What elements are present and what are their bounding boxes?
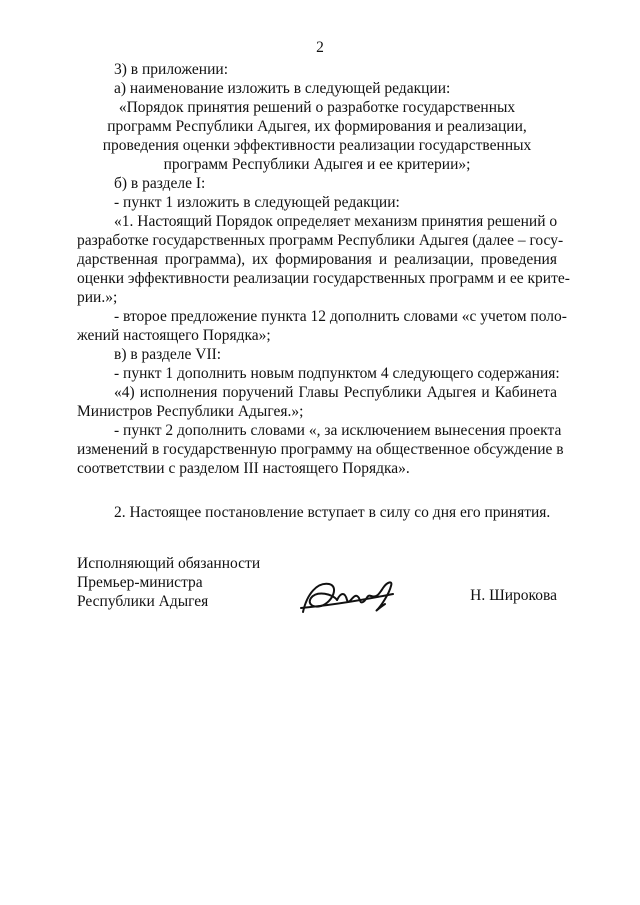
- text-line: - пункт 1 дополнить новым подпунктом 4 следующего содержания:: [114, 365, 560, 382]
- text-line: оценки эффективности реализации государственных программ и ее крите-: [77, 270, 570, 287]
- signatory-position: [77, 554, 260, 611]
- text-line: соответствии с разделом III настоящего Порядка».: [77, 460, 410, 477]
- text-line: дарственная программа), их формирования и реализации, проведения: [77, 251, 557, 268]
- text-line: «Порядок принятия решений о разработке государственных: [118, 99, 516, 116]
- position-line: Премьер-министра: [77, 574, 203, 591]
- page-number: 2: [316, 39, 324, 56]
- text-line: программ Республики Адыгея и ее критерии»;: [163, 156, 471, 173]
- text-line: 3) в приложении:: [114, 61, 228, 78]
- document-body: [77, 60, 570, 522]
- signer-name: Н. Широкова: [470, 587, 557, 604]
- position-line: Республики Адыгея: [77, 593, 209, 610]
- text-line: жений настоящего Порядка»;: [77, 327, 271, 344]
- text-line: проведения оценки эффективности реализации государственных: [102, 137, 532, 154]
- text-line: в) в разделе VII:: [114, 346, 222, 363]
- text-line: 2. Настоящее постановление вступает в силу со дня его принятия.: [114, 504, 551, 521]
- handwritten-signature: [293, 572, 403, 622]
- paragraph-gap: [77, 478, 557, 503]
- text-line: «4) исполнения поручений Главы Республики Адыгея и Кабинета: [114, 384, 557, 401]
- text-line: - второе предложение пункта 12 дополнить словами «с учетом поло-: [114, 308, 567, 325]
- text-line: - пункт 2 дополнить словами «, за исключением вынесения проекта: [114, 422, 562, 439]
- position-line: Исполняющий обязанности: [77, 555, 261, 572]
- text-line: а) наименование изложить в следующей редакции:: [114, 80, 451, 97]
- text-line: - пункт 1 изложить в следующей редакции:: [114, 194, 400, 211]
- text-line: Министров Республики Адыгея.»;: [77, 403, 304, 420]
- text-line: б) в разделе I:: [114, 175, 206, 192]
- text-line: изменений в государственную программу на общественное обсуждение в: [77, 441, 564, 458]
- signature-block: [77, 554, 557, 614]
- text-line: разработке государственных программ Республики Адыгея (далее – госу-: [77, 232, 564, 249]
- text-line: «1. Настоящий Порядок определяет механизм принятия решений о: [114, 213, 558, 230]
- text-line: рии.»;: [77, 289, 118, 306]
- text-line: программ Республики Адыгея, их формирования и реализации,: [107, 118, 527, 135]
